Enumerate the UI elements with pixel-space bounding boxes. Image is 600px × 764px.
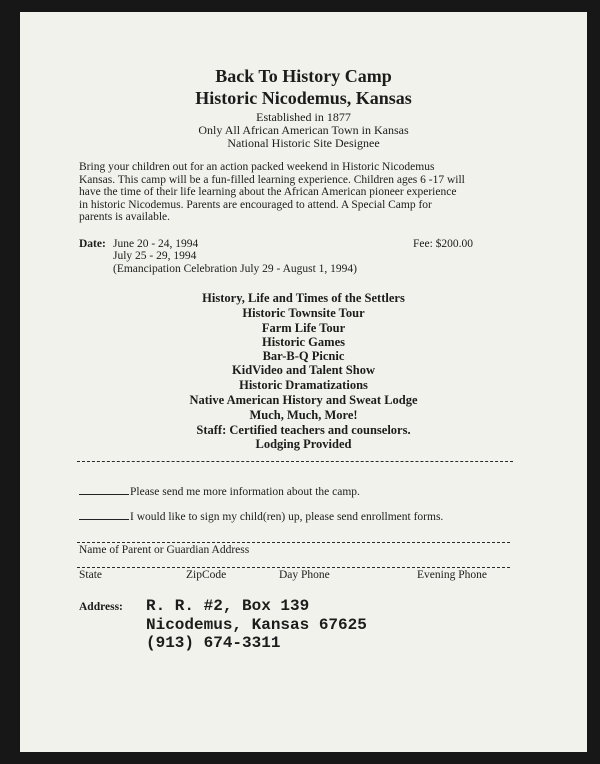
activity-item: KidVideo and Talent Show <box>232 363 375 377</box>
intro-line: parents is available. <box>79 211 171 224</box>
name-field-line[interactable] <box>77 542 510 543</box>
activity-item: Bar-B-Q Picnic <box>262 349 345 363</box>
checkbox-blank[interactable] <box>79 509 129 520</box>
town-line: Only All African American Town in Kansas <box>198 123 409 137</box>
date-line-1: June 20 - 24, 1994 <box>113 238 199 250</box>
address-line-1: R. R. #2, Box 139 <box>146 597 310 615</box>
intro-line: Bring your children out for an action packed weekend in Historic Nicodemus <box>79 161 435 173</box>
cut-line <box>77 461 513 462</box>
activity-item: History, Life and Times of the Settlers <box>202 291 405 305</box>
staff-line: Staff: Certified teachers and counselors. <box>196 423 411 437</box>
date-label: Date: <box>79 238 106 250</box>
date-line-2: July 25 - 29, 1994 <box>113 250 197 262</box>
option-enroll[interactable] <box>79 509 443 523</box>
zipcode-label: ZipCode <box>186 569 227 581</box>
address-label: Address: <box>79 601 123 613</box>
intro-paragraph <box>79 161 519 224</box>
date-line-3: (Emancipation Celebration July 29 - August 1, 1994) <box>113 263 358 275</box>
name-address-label: Name of Parent or Guardian Address <box>79 544 250 556</box>
option-enroll-label: I would like to sign my child(ren) up, please send enrollment forms. <box>130 511 444 523</box>
activity-item: Historic Townsite Tour <box>242 306 365 320</box>
state-label: State <box>79 569 102 581</box>
camp-title: Back To History Camp <box>215 66 392 86</box>
contact-field-line[interactable] <box>77 567 510 568</box>
activity-item: Historic Games <box>262 335 345 349</box>
checkbox-blank[interactable] <box>79 484 129 495</box>
activity-item: Native American History and Sweat Lodge <box>189 393 418 407</box>
evening-phone-label: Evening Phone <box>417 569 487 581</box>
option-more-info[interactable] <box>79 484 360 498</box>
camp-subtitle: Historic Nicodemus, Kansas <box>195 88 412 108</box>
established-line: Established in 1877 <box>256 110 351 124</box>
address-line-2: Nicodemus, Kansas 67625 <box>146 616 367 634</box>
flyer-page <box>20 12 587 752</box>
designee-line: National Historic Site Designee <box>227 136 380 150</box>
activity-item: Farm Life Tour <box>261 321 346 335</box>
intro-line: Kansas. This camp will be a fun-filled learning experience. Children ages 6 -17 will <box>79 173 465 186</box>
option-more-info-label: Please send me more information about the camp. <box>130 486 360 498</box>
activity-item: Much, Much, More! <box>249 408 358 422</box>
address-phone: (913) 674-3311 <box>146 634 281 652</box>
fee: Fee: $200.00 <box>413 238 474 250</box>
day-phone-label: Day Phone <box>279 569 330 581</box>
intro-line: have the time of their life learning about the African American pioneer experience <box>79 186 457 199</box>
lodging-line: Lodging Provided <box>255 437 352 451</box>
intro-line: in historic Nicodemus. Parents are encouraged to attend. A Special Camp for <box>79 198 432 211</box>
activity-item: Historic Dramatizations <box>239 378 368 392</box>
